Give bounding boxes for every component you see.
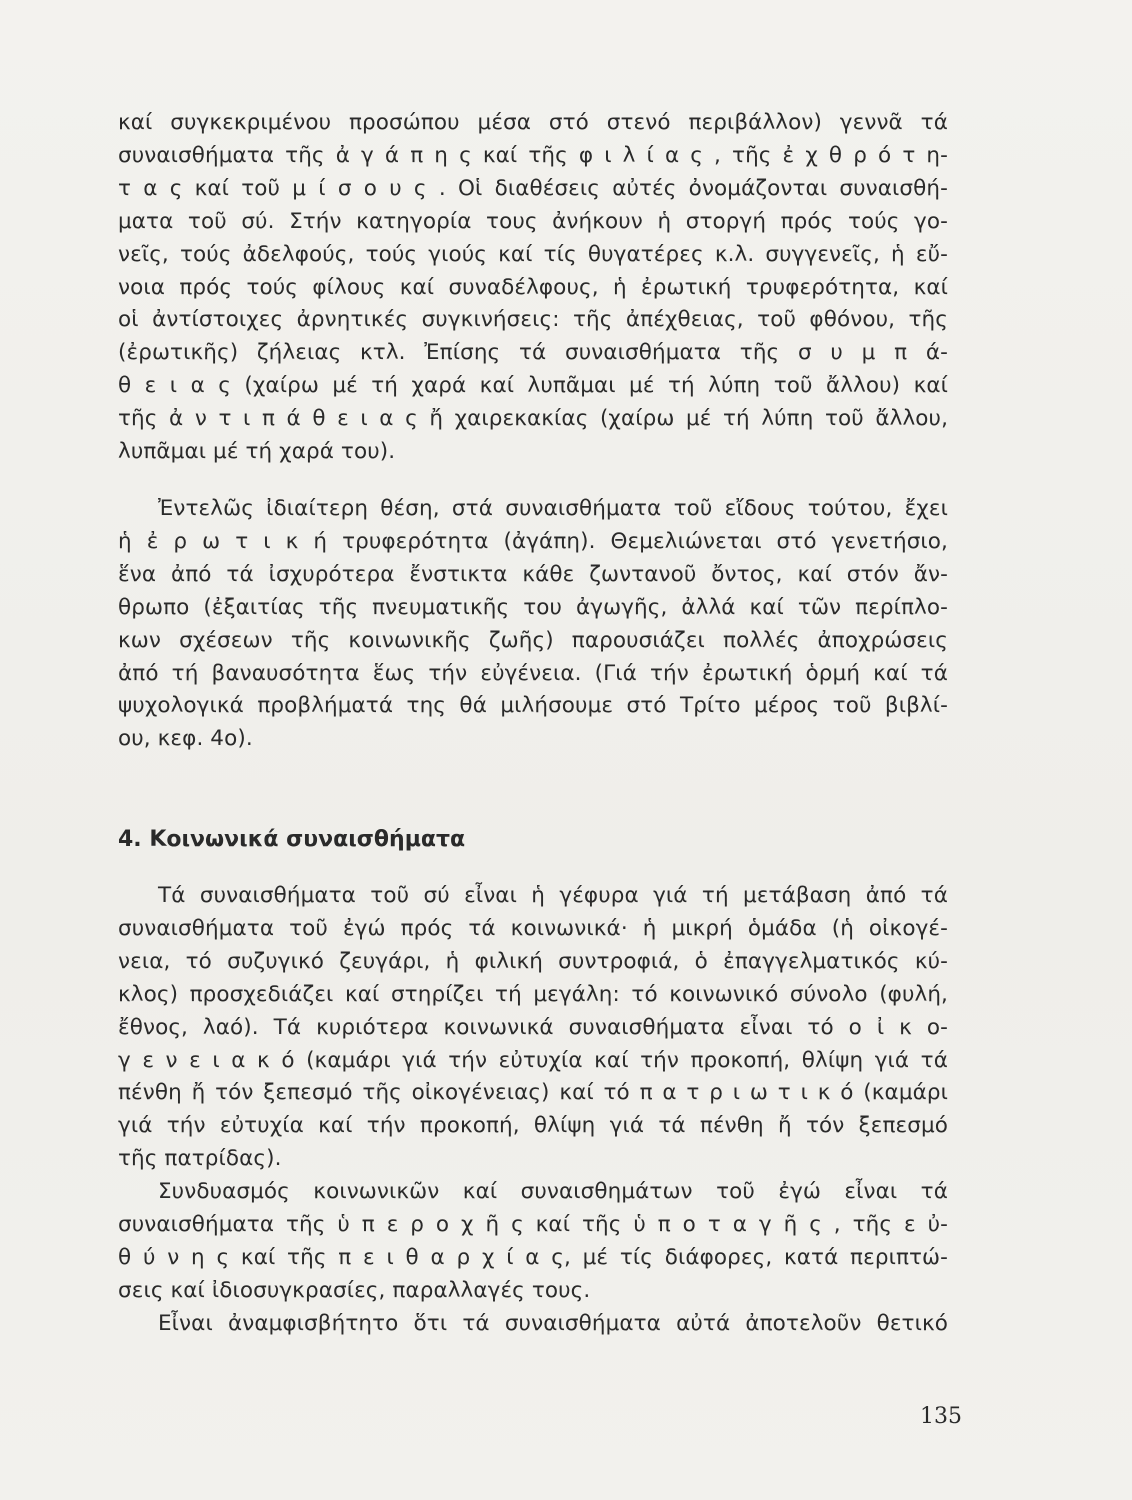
text-line: γιά τήν εὐτυχία καί τήν προκοπή, θλίψη γιά τά πένθη ἤ τόν ξεπεσμό bbox=[118, 1113, 948, 1139]
text-line: τῆς πατρίδας). bbox=[118, 1146, 282, 1172]
text-line: Συνδυασμός κοινωνικῶν καί συναισθημάτων τοῦ ἐγώ εἶναι τά bbox=[158, 1179, 948, 1205]
text-line: ψυχολογικά προβλήματά της θά μιλήσουμε στό Τρίτο μέρος τοῦ βιβλί- bbox=[118, 693, 948, 719]
text-line: ἔθνος, λαό). Τά κυριότερα κοινωνικά συναισθήματα εἶναι τό ο ἰ κ ο- bbox=[118, 1014, 948, 1040]
text-line: καί συγκεκριμένου προσώπου μέσα στό στενό περιβάλλον) γεννᾶ τά bbox=[118, 110, 948, 135]
text-line: νεια, τό συζυγικό ζευγάρι, ἡ φιλική συντροφιά, ὁ ἐπαγγελματικός κύ- bbox=[118, 948, 948, 974]
text-line: θρωπο (ἐξαιτίας τῆς πνευματικῆς του ἀγωγῆς, ἀλλά καί τῶν περίπλο- bbox=[118, 594, 948, 620]
text-line: τῆς ἀ ν τ ι π ά θ ε ι α ς ἤ χαιρεκακίας (χαίρω μέ τή λύπη τοῦ ἄλλου, bbox=[118, 406, 948, 432]
text-line: λυπᾶμαι μέ τή χαρά του). bbox=[118, 439, 396, 465]
text-line: ἡ ἐ ρ ω τ ι κ ή τρυφερότητα (ἀγάπη). Θεμελιώνεται στό γενετήσιο, bbox=[118, 528, 948, 554]
section-heading: 4. Κοινωνικά συναισθήματα bbox=[118, 827, 466, 852]
text-line: ου, κεφ. 4ο). bbox=[118, 726, 253, 752]
text-line: γ ε ν ε ι α κ ό (καμάρι γιά τήν εὐτυχία καί τήν προκοπή, θλίψη γιά τά bbox=[118, 1047, 948, 1073]
text-line: κλος) προσχεδιάζει καί στηρίζει τή μεγάλη: τό κοινωνικό σύνολο (φυλή, bbox=[118, 981, 948, 1007]
text-line: συναισθήματα τοῦ ἐγώ πρός τά κοινωνικά· ἡ μικρή ὁμάδα (ἡ οἰκογέ- bbox=[118, 915, 948, 941]
text-line: ἀπό τή βαναυσότητα ἕως τήν εὐγένεια. (Γιά τήν ἐρωτική ὁρμή καί τά bbox=[118, 660, 948, 686]
page-number: 135 bbox=[920, 1404, 962, 1429]
text-line: Εἶναι ἀναμφισβήτητο ὅτι τά συναισθήματα αὐτά ἀποτελοῦν θετικό bbox=[158, 1310, 948, 1336]
paragraph-feelings-of-you bbox=[118, 107, 948, 469]
text-line: θ ε ι α ς (χαίρω μέ τή χαρά καί λυπᾶμαι μέ τή λύπη τοῦ ἄλλου) καί bbox=[118, 373, 948, 399]
text-line: οἱ ἀντίστοιχες ἀρνητικές συγκινήσεις: τῆς ἀπέχθειας, τοῦ φθόνου, τῆς bbox=[118, 307, 948, 333]
text-line: ἕνα ἀπό τά ἰσχυρότερα ἔνστικτα κάθε ζωντανοῦ ὄντος, καί στόν ἄν- bbox=[118, 561, 948, 587]
text-line: συναισθήματα τῆς ὑ π ε ρ ο χ ῆ ς καί τῆς ὑ π ο τ α γ ῆ ς , τῆς ε ὐ- bbox=[118, 1212, 948, 1238]
text-line: κων σχέσεων τῆς κοινωνικῆς ζωῆς) παρουσιάζει πολλές ἀποχρώσεις bbox=[118, 627, 948, 653]
text-line: Τά συναισθήματα τοῦ σύ εἶναι ἡ γέφυρα γιά τή μετάβαση ἀπό τά bbox=[158, 883, 948, 908]
text-line: θ ύ ν η ς καί τῆς π ε ι θ α ρ χ ί α ς, μέ τίς διάφορες, κατά περιπτώ- bbox=[118, 1244, 948, 1270]
text-line: συναισθήματα τῆς ἀ γ ά π η ς καί τῆς φ ι λ ί α ς , τῆς ἐ χ θ ρ ό τ η- bbox=[118, 142, 948, 168]
text-line: τ α ς καί τοῦ μ ί σ ο υ ς . Οἱ διαθέσεις αὐτές ὀνομάζονται συναισθή- bbox=[118, 175, 948, 201]
text-line: (ἐρωτικῆς) ζήλειας κτλ. Ἐπίσης τά συναισθήματα τῆς σ υ μ π ά- bbox=[118, 340, 948, 366]
paragraph-social-feelings bbox=[118, 880, 948, 1341]
text-line: Ἐντελῶς ἰδιαίτερη θέση, στά συναισθήματα τοῦ εἴδους τούτου, ἔχει bbox=[158, 496, 948, 521]
text-line: σεις καί ἰδιοσυγκρασίες, παραλλαγές τους. bbox=[118, 1277, 591, 1303]
text-line: νοια πρός τούς φίλους καί συναδέλφους, ἡ ἐρωτική τρυφερότητα, καί bbox=[118, 274, 948, 300]
text-line: νεῖς, τούς ἀδελφούς, τούς γιούς καί τίς θυγατέρες κ.λ. συγγενεῖς, ἡ εὔ- bbox=[118, 241, 948, 267]
text-line: ματα τοῦ σύ. Στήν κατηγορία τους ἀνήκουν ἡ στοργή πρός τούς γο- bbox=[118, 208, 948, 234]
text-line: πένθη ἤ τόν ξεπεσμό τῆς οἰκογένειας) καί τό π α τ ρ ι ω τ ι κ ό (καμάρι bbox=[118, 1080, 948, 1106]
paragraph-erotic-tenderness bbox=[118, 493, 948, 756]
